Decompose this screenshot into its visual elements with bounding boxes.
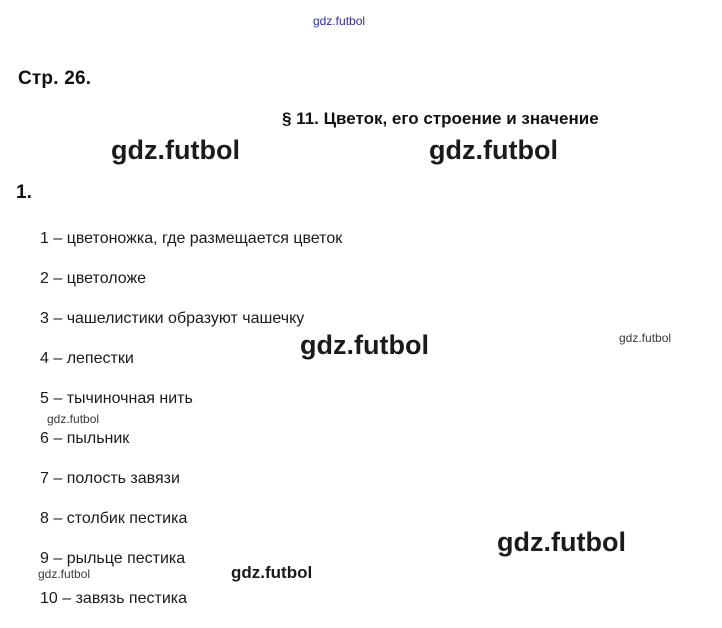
watermark-left-upper: gdz.futbol (111, 135, 240, 165)
section-title: § 11. Цветок, его строение и значение (282, 109, 599, 128)
list-item: 2 – цветоложе (40, 270, 147, 287)
list-item: 10 – завязь пестика (40, 590, 187, 607)
list-item: 7 – полость завязи (40, 470, 180, 487)
watermark-left-small: gdz.futbol (47, 412, 100, 426)
watermark-right-lower: gdz.futbol (497, 527, 626, 557)
page-number: Стр. 26. (18, 68, 92, 89)
list-item: 3 – чашелистики образуют чашечку (40, 310, 305, 327)
list-item: 9 – рыльце пестика (40, 550, 186, 567)
watermark-bottom-left-small: gdz.futbol (38, 567, 91, 581)
watermark-right-upper: gdz.futbol (429, 135, 558, 165)
list-item: 8 – столбик пестика (40, 510, 188, 527)
answer-list (40, 228, 680, 628)
watermark-right-small: gdz.futbol (619, 331, 672, 345)
watermark-center: gdz.futbol (300, 330, 429, 360)
task-number: 1. (16, 182, 32, 203)
list-item: 6 – пыльник (40, 430, 130, 447)
watermark-top: gdz.futbol (313, 14, 366, 28)
watermark-bottom-center: gdz.futbol (231, 563, 313, 582)
list-item: 5 – тычиночная нить (40, 390, 193, 407)
list-item: 1 – цветоножка, где размещается цветок (40, 230, 343, 247)
list-item: 4 – лепестки (40, 350, 134, 367)
